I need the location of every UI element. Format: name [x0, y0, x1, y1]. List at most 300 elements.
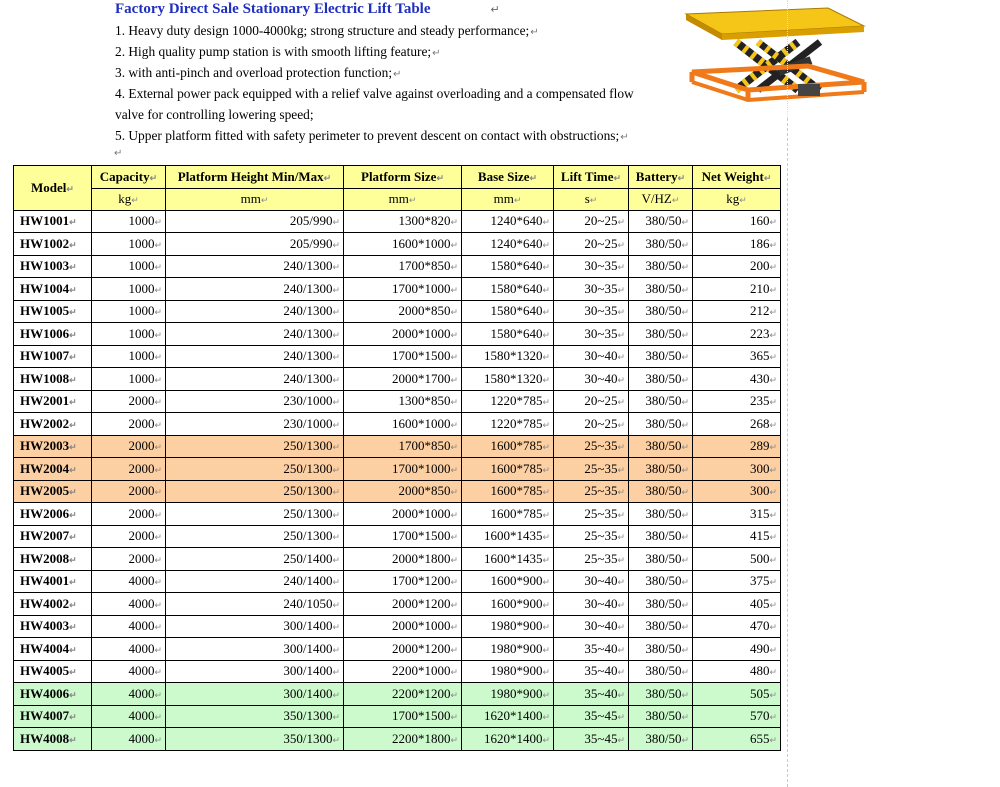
cell-mark-icon: ↵: [542, 239, 550, 250]
cell-mark-icon: ↵: [769, 307, 777, 318]
cell-text: 30~40: [584, 348, 618, 364]
cell-mark-icon: ↵: [450, 712, 458, 723]
cell-mark-icon: ↵: [332, 667, 340, 678]
cell-text: 1620*1400: [483, 730, 543, 746]
cell-mark-icon: ↵: [617, 284, 625, 295]
cell-text: 240/1300: [283, 325, 333, 341]
table-cell: [166, 705, 344, 728]
table-cell: [693, 525, 781, 548]
cell-model: [14, 503, 92, 526]
cell-text: 30~40: [584, 573, 618, 589]
cell-mark-icon: ↵: [450, 329, 458, 340]
cell-text: 240/1300: [283, 370, 333, 386]
table-cell: [462, 300, 554, 323]
table-cell: [629, 435, 693, 458]
cell-text: 20~25: [584, 393, 618, 409]
table-cell: [629, 548, 693, 571]
cell-text: 160: [749, 213, 770, 229]
feature-line-4: [115, 85, 634, 102]
cell-text: 2000: [128, 460, 155, 476]
cell-mark-icon: ↵: [681, 307, 689, 318]
table-cell: [554, 615, 629, 638]
cell-text: 1600*1000: [391, 235, 451, 251]
cell-mark-icon: ↵: [69, 644, 77, 655]
cell-text: 4000: [128, 708, 155, 724]
cell-mark-icon: ↵: [617, 374, 625, 385]
table-unit-row: [14, 188, 781, 210]
table-row: [14, 503, 781, 526]
cell-mark-icon: ↵: [450, 419, 458, 430]
cell-text: 380/50: [645, 528, 682, 544]
cell-text: 230/1000: [283, 415, 333, 431]
table-cell: [554, 345, 629, 368]
table-cell: [166, 660, 344, 683]
table-cell: [554, 368, 629, 391]
cell-text: 30~35: [584, 325, 618, 341]
cell-mark-icon: ↵: [450, 599, 458, 610]
cell-mark-icon: ↵: [450, 464, 458, 475]
feature-text-2: 2. High quality pump station is with smooth lifting feature;: [115, 44, 432, 59]
cell-text: 375: [749, 573, 770, 589]
table-cell: [629, 570, 693, 593]
cell-text: 223: [749, 325, 770, 341]
cell-mark-icon: ↵: [154, 239, 162, 250]
cell-text: 250/1300: [283, 438, 333, 454]
cell-text: 1700*850: [398, 438, 451, 454]
cell-text: 380/50: [645, 663, 682, 679]
cell-mark-icon: ↵: [332, 464, 340, 475]
paragraph-mark-icon: ↵: [490, 4, 500, 16]
cell-text: 2000*1800: [391, 550, 451, 566]
cell-mark-icon: ↵: [681, 217, 689, 228]
cell-mark-icon: ↵: [617, 554, 625, 565]
table-row: [14, 480, 781, 503]
cell-text: 380/50: [645, 370, 682, 386]
table-cell: [344, 503, 462, 526]
table-cell: [344, 480, 462, 503]
table-cell: [166, 480, 344, 503]
table-cell: [344, 300, 462, 323]
cell-mark-icon: ↵: [542, 667, 550, 678]
table-cell: [166, 323, 344, 346]
table-cell: [629, 638, 693, 661]
cell-mark-icon: ↵: [154, 262, 162, 273]
table-cell: [166, 593, 344, 616]
cell-text: 1000: [128, 303, 155, 319]
table-cell: [92, 323, 166, 346]
cell-mark-icon: ↵: [332, 329, 340, 340]
cell-mark-icon: ↵: [769, 577, 777, 588]
cell-mark-icon: ↵: [149, 172, 158, 183]
cell-mark-icon: ↵: [450, 284, 458, 295]
cell-mark-icon: ↵: [617, 712, 625, 723]
cell-text: 35~45: [584, 730, 618, 746]
unit-lift-time: [554, 188, 629, 210]
cell-mark-icon: ↵: [154, 217, 162, 228]
cell-model: [14, 660, 92, 683]
cell-text: 212: [749, 303, 770, 319]
cell-mark-icon: ↵: [450, 554, 458, 565]
cell-mark-icon: ↵: [69, 374, 77, 385]
cell-text: 380/50: [645, 730, 682, 746]
cell-mark-icon: ↵: [681, 464, 689, 475]
cell-mark-icon: ↵: [739, 195, 747, 205]
cell-mark-icon: ↵: [769, 442, 777, 453]
header-capacity: [92, 166, 166, 189]
cell-text: 1980*900: [490, 618, 543, 634]
table-cell: [462, 435, 554, 458]
cell-mark-icon: ↵: [681, 352, 689, 363]
cell-text: 2000: [128, 528, 155, 544]
table-cell: [344, 615, 462, 638]
cell-mark-icon: ↵: [542, 599, 550, 610]
cell-text: 380/50: [645, 550, 682, 566]
cell-mark-icon: ↵: [542, 217, 550, 228]
table-cell: [92, 435, 166, 458]
header-platform-height: [166, 166, 344, 189]
cell-mark-icon: ↵: [617, 307, 625, 318]
cell-text: 1000: [128, 258, 155, 274]
cell-text: 380/50: [645, 393, 682, 409]
feature-line-3: [115, 64, 401, 83]
cell-mark-icon: ↵: [617, 667, 625, 678]
unit-platform-height: [166, 188, 344, 210]
cell-model: [14, 638, 92, 661]
cell-text: 300/1400: [283, 685, 333, 701]
cell-mark-icon: ↵: [681, 599, 689, 610]
table-cell: [693, 638, 781, 661]
cell-mark-icon: ↵: [154, 734, 162, 745]
cell-text: HW4003: [20, 618, 70, 634]
cell-text: 1600*785: [490, 505, 543, 521]
cell-text: 205/990: [289, 213, 333, 229]
cell-mark-icon: ↵: [332, 239, 340, 250]
table-cell: [629, 210, 693, 233]
table-cell: [629, 593, 693, 616]
cell-mark-icon: ↵: [542, 712, 550, 723]
table-cell: [344, 210, 462, 233]
cell-text: 250/1300: [283, 505, 333, 521]
cell-text: 1000: [128, 348, 155, 364]
header-label: Platform Height Min/Max: [177, 168, 324, 184]
cell-model: [14, 570, 92, 593]
table-row: [14, 435, 781, 458]
cell-mark-icon: ↵: [154, 599, 162, 610]
cell-mark-icon: ↵: [617, 487, 625, 498]
cell-mark-icon: ↵: [69, 217, 77, 228]
cell-mark-icon: ↵: [69, 419, 77, 430]
cell-mark-icon: ↵: [769, 644, 777, 655]
cell-mark-icon: ↵: [769, 374, 777, 385]
cell-text: HW2001: [20, 393, 70, 409]
table-cell: [693, 300, 781, 323]
table-cell: [554, 525, 629, 548]
table-row: [14, 255, 781, 278]
cell-mark-icon: ↵: [542, 284, 550, 295]
cell-mark-icon: ↵: [671, 195, 680, 205]
table-cell: [554, 233, 629, 256]
table-cell: [166, 390, 344, 413]
cell-mark-icon: ↵: [769, 509, 777, 520]
cell-mark-icon: ↵: [542, 352, 550, 363]
cell-model: [14, 233, 92, 256]
cell-mark-icon: ↵: [681, 397, 689, 408]
cell-text: 1700*850: [398, 258, 451, 274]
cell-text: 1580*640: [490, 280, 543, 296]
feature-text-3: 3. with anti-pinch and overload protection function;: [115, 65, 393, 80]
cell-text: 1980*900: [490, 640, 543, 656]
header-base-size: [462, 166, 554, 189]
spec-table: [13, 165, 781, 751]
cell-model: [14, 615, 92, 638]
cell-text: 1240*640: [490, 235, 543, 251]
cell-mark-icon: ↵: [450, 689, 458, 700]
cell-text: 2000*1000: [391, 505, 451, 521]
cell-mark-icon: ↵: [681, 419, 689, 430]
table-cell: [92, 390, 166, 413]
table-body: [14, 210, 781, 750]
table-cell: [693, 390, 781, 413]
cell-mark-icon: ↵: [542, 464, 550, 475]
cell-mark-icon: ↵: [617, 464, 625, 475]
cell-text: 30~40: [584, 370, 618, 386]
cell-text: 30~35: [584, 280, 618, 296]
table-cell: [92, 638, 166, 661]
table-cell: [166, 548, 344, 571]
cell-text: HW1004: [20, 280, 70, 296]
cell-mark-icon: ↵: [332, 689, 340, 700]
table-cell: [462, 728, 554, 751]
cell-text: HW1002: [20, 235, 70, 251]
page-margin-guide: [787, 0, 788, 118]
table-cell: [554, 503, 629, 526]
unit-battery: [629, 188, 693, 210]
cell-mark-icon: ↵: [617, 419, 625, 430]
cell-mark-icon: ↵: [332, 577, 340, 588]
table-row: [14, 210, 781, 233]
cell-mark-icon: ↵: [542, 419, 550, 430]
table-cell: [166, 570, 344, 593]
cell-mark-icon: ↵: [681, 239, 689, 250]
header-battery: [629, 166, 693, 189]
cell-mark-icon: ↵: [769, 329, 777, 340]
table-cell: [462, 660, 554, 683]
cell-mark-icon: ↵: [769, 734, 777, 745]
cell-text: 2000*1200: [391, 595, 451, 611]
header-label: Capacity: [99, 168, 150, 184]
feature-text-5: 5. Upper platform fitted with safety perimeter to prevent descent on contact with obstructions;: [115, 128, 620, 143]
table-cell: [344, 638, 462, 661]
table-cell: [629, 705, 693, 728]
table-row: [14, 660, 781, 683]
cell-text: 2000: [128, 550, 155, 566]
paragraph-mark-icon: ↵: [530, 27, 539, 38]
cell-mark-icon: ↵: [154, 307, 162, 318]
cell-mark-icon: ↵: [69, 284, 77, 295]
cell-text: 2000: [128, 438, 155, 454]
cell-mark-icon: ↵: [332, 622, 340, 633]
cell-text: 2000*1200: [391, 640, 451, 656]
table-cell: [462, 255, 554, 278]
table-cell: [462, 480, 554, 503]
cell-text: 240/1050: [283, 595, 333, 611]
cell-model: [14, 435, 92, 458]
cell-text: 365: [749, 348, 770, 364]
cell-text: 380/50: [645, 708, 682, 724]
cell-text: 2200*1200: [391, 685, 451, 701]
cell-mark-icon: ↵: [154, 712, 162, 723]
cell-text: 2000*850: [398, 483, 451, 499]
cell-text: 1300*820: [398, 213, 451, 229]
table-cell: [629, 458, 693, 481]
cell-text: HW4001: [20, 573, 70, 589]
cell-model: [14, 525, 92, 548]
cell-text: 1600*1435: [483, 550, 543, 566]
cell-mark-icon: ↵: [450, 487, 458, 498]
cell-mark-icon: ↵: [332, 487, 340, 498]
cell-mark-icon: ↵: [332, 262, 340, 273]
cell-text: 655: [749, 730, 770, 746]
feature-line-4b: [115, 106, 314, 123]
cell-text: 380/50: [645, 618, 682, 634]
cell-mark-icon: ↵: [450, 622, 458, 633]
cell-mark-icon: ↵: [542, 689, 550, 700]
table-cell: [462, 593, 554, 616]
table-cell: [344, 728, 462, 751]
cell-text: 1000: [128, 235, 155, 251]
cell-mark-icon: ↵: [617, 217, 625, 228]
table-cell: [92, 728, 166, 751]
cell-text: 20~25: [584, 213, 618, 229]
cell-mark-icon: ↵: [436, 172, 444, 183]
cell-mark-icon: ↵: [154, 352, 162, 363]
cell-model: [14, 390, 92, 413]
header-label: Net Weight: [701, 168, 764, 184]
cell-text: 1600*1435: [483, 528, 543, 544]
table-cell: [166, 435, 344, 458]
cell-model: [14, 548, 92, 571]
table-row: [14, 615, 781, 638]
cell-text: 1000: [128, 213, 155, 229]
table-cell: [554, 548, 629, 571]
table-row: [14, 300, 781, 323]
cell-mark-icon: ↵: [154, 397, 162, 408]
cell-mark-icon: ↵: [450, 509, 458, 520]
cell-mark-icon: ↵: [617, 622, 625, 633]
cell-text: 4000: [128, 730, 155, 746]
table-cell: [462, 390, 554, 413]
cell-mark-icon: ↵: [681, 734, 689, 745]
table-cell: [92, 525, 166, 548]
cell-mark-icon: ↵: [323, 172, 332, 183]
table-cell: [92, 413, 166, 436]
cell-text: 2000*1700: [391, 370, 451, 386]
cell-mark-icon: ↵: [69, 397, 77, 408]
cell-mark-icon: ↵: [450, 374, 458, 385]
cell-text: 300/1400: [283, 618, 333, 634]
cell-text: 350/1300: [283, 730, 333, 746]
table-row: [14, 593, 781, 616]
cell-text: 2000: [128, 393, 155, 409]
cell-mark-icon: ↵: [681, 644, 689, 655]
cell-text: 1240*640: [490, 213, 543, 229]
table-cell: [462, 570, 554, 593]
cell-text: 430: [749, 370, 770, 386]
cell-mark-icon: ↵: [332, 352, 340, 363]
cell-model: [14, 683, 92, 706]
cell-text: 505: [749, 685, 770, 701]
cell-mark-icon: ↵: [617, 397, 625, 408]
cell-mark-icon: ↵: [154, 622, 162, 633]
cell-mark-icon: ↵: [542, 577, 550, 588]
cell-text: 200: [749, 258, 770, 274]
cell-mark-icon: ↵: [617, 329, 625, 340]
cell-mark-icon: ↵: [408, 195, 417, 205]
table-cell: [462, 323, 554, 346]
cell-text: 570: [749, 708, 770, 724]
cell-mark-icon: ↵: [542, 487, 550, 498]
table-cell: [92, 705, 166, 728]
table-cell: [166, 255, 344, 278]
table-row: [14, 548, 781, 571]
cell-text: 470: [749, 618, 770, 634]
table-cell: [92, 570, 166, 593]
unit-label: kg: [118, 191, 132, 206]
cell-mark-icon: ↵: [769, 712, 777, 723]
table-cell: [462, 705, 554, 728]
cell-model: [14, 255, 92, 278]
cell-mark-icon: ↵: [763, 172, 772, 183]
cell-text: HW2002: [20, 415, 70, 431]
cell-mark-icon: ↵: [769, 464, 777, 475]
cell-mark-icon: ↵: [769, 284, 777, 295]
cell-mark-icon: ↵: [613, 172, 622, 183]
cell-mark-icon: ↵: [154, 577, 162, 588]
table-cell: [166, 300, 344, 323]
cell-text: 300/1400: [283, 663, 333, 679]
cell-mark-icon: ↵: [154, 442, 162, 453]
table-cell: [629, 480, 693, 503]
table-cell: [629, 300, 693, 323]
cell-text: 380/50: [645, 325, 682, 341]
cell-mark-icon: ↵: [681, 577, 689, 588]
cell-text: 30~35: [584, 258, 618, 274]
table-cell: [629, 323, 693, 346]
cell-mark-icon: ↵: [69, 464, 77, 475]
table-cell: [693, 503, 781, 526]
cell-mark-icon: ↵: [769, 397, 777, 408]
cell-mark-icon: ↵: [769, 532, 777, 543]
cell-mark-icon: ↵: [542, 442, 550, 453]
cell-text: 380/50: [645, 303, 682, 319]
cell-text: HW4004: [20, 640, 70, 656]
cell-mark-icon: ↵: [332, 442, 340, 453]
cell-mark-icon: ↵: [332, 554, 340, 565]
header-label: Base Size: [477, 168, 530, 184]
table-cell: [344, 705, 462, 728]
cell-text: 250/1300: [283, 483, 333, 499]
cell-text: 380/50: [645, 213, 682, 229]
cell-text: 30~40: [584, 618, 618, 634]
table-cell: [693, 323, 781, 346]
table-cell: [344, 413, 462, 436]
cell-mark-icon: ↵: [589, 195, 598, 205]
header-model: [14, 166, 92, 211]
cell-mark-icon: ↵: [69, 262, 77, 273]
table-row: [14, 390, 781, 413]
cell-text: 1580*1320: [483, 348, 543, 364]
cell-mark-icon: ↵: [69, 487, 77, 498]
